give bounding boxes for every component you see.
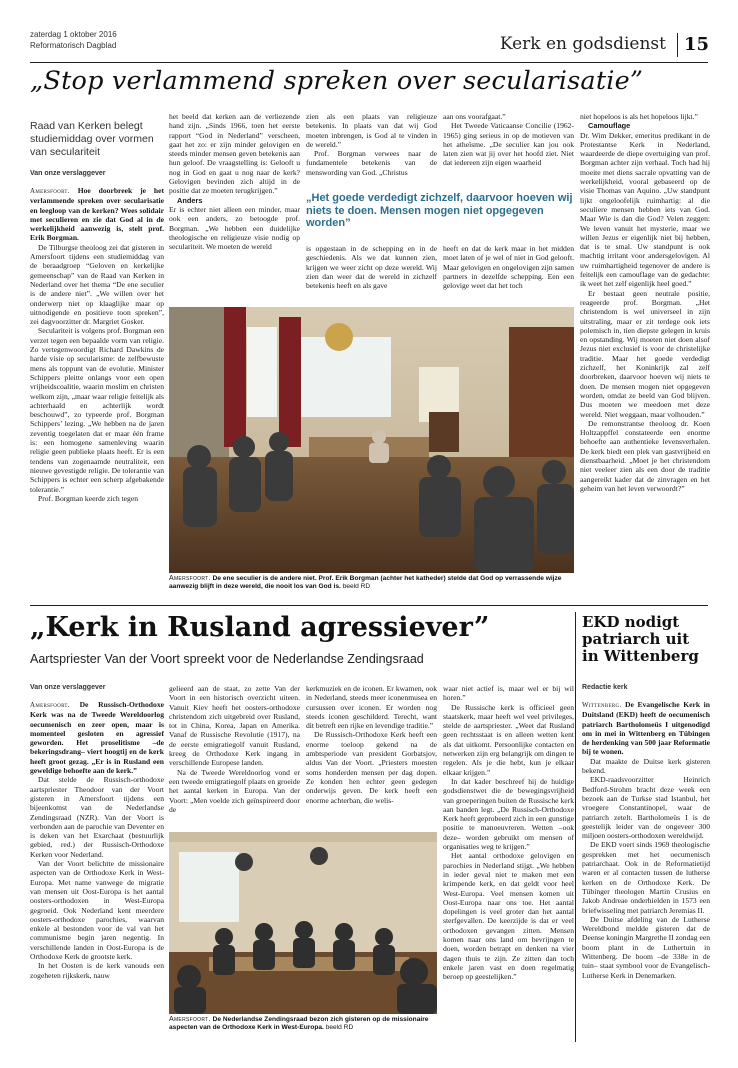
article2-headline: „Kerk in Rusland agressiever” — [30, 612, 490, 643]
article1-paragraph: Prof. Borgman keerde zich tegen — [38, 493, 139, 503]
article1-caption: Amersfoort. De ene seculier is de andere niet. Prof. Erik Borgman (achter het katheder) stelde dat God op verrassende wijze aanwezig blijft in deze wereld, die nooit los van God is. beeld RD — [169, 575, 562, 591]
article1-paragraph: is opgestaan in de schepping en in de geschiedenis. Als we dat kunnen zien, krijgen we weer zicht op deze wereld. Wij zien dan weer dat de wereld in zichzelf betekenis heeft en als gave — [306, 244, 437, 291]
article2-paragraph: Het aantal orthodoxe gelovigen en parochies in Nederland stijgt. „We hebben in ieder geval niet te maken met een krimpende kerk, en dat geldt voor heel West-Europa. Veel mensen komen uit Oost-Europa naar ons toe. Het aantal dopelingen is veel groter dan het aantal sterfgevallen. De keerzijde is dat er veel orthodoxen gevangen zitten. Mensen komen naar ons land om bevrijngen te doen, worden betrapt en denken na vier dagen thuis te zijn. Ze zitten dan toch enkele jaren vast en doen regelmatig beroep op geestelijken.” — [443, 851, 574, 982]
sidebar-divider — [575, 612, 576, 1042]
article1-column-1 — [30, 186, 164, 596]
article2-paragraph: gelieerd aan de staat, zo zette Van der Voort in een historisch overzicht uiteen. Vanuit Kiev heeft het oosters-orthodoxe christendom zich uitgebreid over Rusland, tot in China, Korea, Japan en Amerika. Vanaf de Russische Revolutie (1917), na de eerste emigratiegolf vanuit Rusland, kreeg de Orthodoxe Kerk ingang in verschillende Europese landen. — [169, 684, 300, 768]
article1-photo — [169, 307, 574, 573]
article1-column-4 — [443, 112, 574, 186]
article2-caption: Amersfoort. De Nederlandse Zendingsraad bezon zich gisteren op de missionaire aspecten van de Orthodoxe Kerk in West-Europa. beeld RD — [169, 1016, 429, 1032]
meeting-room-image — [169, 307, 574, 573]
article2-photo — [169, 832, 437, 1014]
article1-paragraph: heeft en dat de kerk maar in het midden moet laten of je wel of niet in God gelooft. Maar gelovigen en ongelovigen zijn samen partners in dezelfde schepping. Een een gelovige weet dat het toch — [443, 244, 574, 291]
article3-paragraph: De Duitse afdeling van de Lutherse Wereldbond meldde gisteren dat de Deense koningin Margrethe II zondag een boom plant in de Luthertuin in Wittenberg. De boom –de 338e in de tuin– staat symbool voor de Evangelisch-Lutherse Kerk in Denemarken. — [582, 914, 710, 980]
article2-column-4 — [443, 684, 574, 1040]
article1-intro: Raad van Kerken belegt studiemiddag over vormen van seculariteit — [30, 120, 154, 158]
article2-byline: Van onze verslaggever — [30, 684, 106, 691]
article2-column-1: Amersfoort. De Russisch-Orthodoxe Kerk was na de Tweede Wereldoorlog oecumenisch en zeer open, maar is momenteel gesloten en agressief geworden. Het proselitisme –de bekeringsdrang– viert hoogtij en de kerk heeft groot gezag. „Er is in Rusland een geweldige behoefte aan de kerk.” Dat stelde de Russisch-orthodoxe aartspriester Theodoor van der Voort gisteren in Amersfoort tijdens een bijeenkomst van de Nederlandse Zendingsraad (NZR). Van der Voort is verbonden aan de parochie van Deventer en is deken van het Exarchaat (bestuurlijk gebied, red.) der Russisch-Orthodoxe Kerken voor Nederland. Van der Voort belichtte de missionaire aspecten van de Orthodoxe Kerk in West-Europa. Met name vanwege de migratie van mensen uit Oost-Europa is het aantal oosters-orthodoxen in West-Europa gegroeid. Ook Nederland kent meerdere oosters-orthodoxe parochies, waarvan enkele al bestonden voor de val van het communisme begin jaren negentig. In verschillende landen in Oost-Europa is de Orthodoxe Kerk de grootste kerk. In het Oosten is de kerk vanouds een zogeheten rijkskerk, nauw — [30, 700, 164, 980]
section-title: Kerk en godsdienst — [499, 34, 666, 54]
article1-headline: „Stop verlammend spreken over secularisatie” — [30, 66, 644, 96]
article2-paragraph: Dat stelde de Russisch-orthodoxe aartspriester Theodoor van der Voort gisteren in Amersfoort tijdens een bijeenkomst van de Nederlandse Zendingsraad (NZR). Van der Voort is verbonden aan de parochie van Deventer en is deken van het Exarchaat (bestuurlijk gebied, red.) der Russisch-Orthodoxe Kerken voor Nederland. — [30, 775, 164, 859]
article2-column-2 — [169, 684, 300, 829]
article3-paragraph: Dat maakte de Duitse kerk gisteren bekend. — [582, 756, 710, 776]
article1-paragraph: De remonstrantse theoloog dr. Koen Holtzappffel constateerde een enorme behoefte aan authentieke levensverhalen. De kerk biedt een plek van gastvrijheid en dienstbaarheid. „Moet je het christendom niet veeleer zien als een door de traditie aangereikt kader dat de zinvragen en het geheim van het leven verwoordt?” — [580, 418, 710, 493]
article2-paragraph: Van der Voort belichtte de missionaire aspecten van de Orthodoxe Kerk in West-Europa. Met name vanwege de migratie van mensen uit Oost-Europa is het aantal oosters-orthodoxen in West-Europa gegroeid. Ook Nederland kent meerdere oosters-orthodoxe parochies, waarvan enkele al bestonden voor de val van het communisme begin jaren negentig. In verschillende landen in Oost-Europa is de Orthodoxe Kerk de grootste kerk. — [30, 859, 164, 962]
article1-column-5 — [580, 112, 710, 598]
article2-paragraph: In het Oosten is de kerk vanouds een zogeheten rijkskerk, nauw — [30, 961, 164, 980]
article1-paragraph: De Tilburgse theoloog zei dat gisteren in Amersfoort tijdens een studiemiddag van de beraadgroep “Geloven en kerkelijke gemeenschap” van de Raad van Kerken in Nederland over het thema “De ene seculier is de andere niet”. „We willen over het onderwerp niet op klaaglijke maar op uitnodigende en positieve toon spreken”, zei dagvoorzitter dr. Margriet Gosker. — [30, 242, 164, 327]
zendingsraad-meeting-image — [169, 832, 437, 1014]
photo-credit: beeld RD — [325, 1024, 354, 1032]
header-divider — [677, 33, 678, 57]
header-paper: Reformatorisch Dagblad — [30, 41, 117, 50]
article3-body: Wittenberg. De Evangelische Kerk in Duitsland (EKD) heeft de oecumenisch patriarch Bartholomeüs I uitgenodigd om in mei in Wittenberg en Tübingen de herdenking van 500 jaar Reformatie bij te wonen. Dat maakte de Duitse kerk gisteren bekend. EKD-raadsvoorzitter Heinrich Bedford-Strohm bracht deze week een bezoek aan de Turkse stad Istanbul, het vroegere Constantinopel, waar de patriarch zetelt. Bartholomeüs I is de geestelijk leider van de ongeveer 300 miljoen oosters-orthodoxen wereldwijd. De EKD voert sinds 1969 theologische gesprekken met het oecumenisch patriarchaat. Ook in de Reformatietijd waren er al contacten tussen de lutherse kerken en de Orthodoxe Kerk. De Tübinger theologen Martin Crusius en Jakob Andreae onderhielden in 1573 een briefwisseling met patriarch Jeremias II. De Duitse afdeling van de Lutherse Wereldbond meldde gisteren dat de Deense koningin Margrethe II zondag een boom plant in de Luthertuin in Wittenberg. De boom –de 338e in de tuin– staat symbool voor de Evangelisch-Lutherse Kerk in Denemarken. — [582, 700, 710, 980]
article2-paragraph: kerkmuziek en de iconen. Er kwamen, ook in Nederland, steeds meer iconenmusea en cursussen over iconen. Er worden nog steeds iconen geschilderd. Terecht, want dit betreft een rijke en levendige traditie.” — [306, 684, 437, 731]
article2-paragraph: De Russisch-Orthodoxe Kerk heeft een enorme toeloop gekend na de ambtsperiode van president Gorbatsjov, aldus Van der Voort. „Priesters moesten soms honderden mensen per dag dopen. Ze konden hen echter geen gedegen onderwijs geven. De kerk heeft een enorme achterban, die welis- — [306, 730, 437, 805]
article1-lead: Amersfoort. Hoe doorbreek je het verlammende spreken over secularisatie en leegloop van de kerken? Wees solidair met seculieren en zie dat God al in de werkelijkheid aanwezig is, stelt prof. Erik Borgman. — [30, 186, 164, 243]
pull-quote: „Het goede verdedigt zichzelf, daarvoor hoeven wij niets te doen. Mensen mogen niet opgegeven worden” — [306, 192, 573, 229]
article1-byline: Van onze verslaggever — [30, 170, 106, 177]
article2-paragraph: In dat kader beschreef hij de huidige godsdienstwet die de bewegingsvrijheid van groeperingen buiten de Russische kerk aan banden legt. „De Russisch-Orthodoxe Kerk heeft geprobeerd zich in een gunstige positie te manoeuvreren. Wetten –ook deze– worden gebruikt om mensen of organisaties weg te krijgen.” — [443, 776, 574, 852]
article3-paragraph: De EKD voert sinds 1969 theologische gesprekken met het oecumenisch patriarchaat. Ook in de Reformatietijd waren er al contacten tussen de lutherse kerken en de Orthodoxe Kerk. De Tübinger theologen Martin Crusius en Jakob Andreae onderhielden in 1573 een briefwisseling met patriarch Jeremias II. — [582, 840, 710, 915]
article3-byline: Redactie kerk — [582, 684, 628, 691]
header-rule — [30, 62, 708, 63]
article1-paragraph: Seculariteit is volgens prof. Borgman een verzet tegen een bepaalde vorm van religie. Zo vertegenwoordigt Richard Dawkins de harde visie op secularisme: de zelfbewuste mens als toppunt van de evolutie. Minister Schippers pleitte onlangs voor een open vrijheidscoalitie, waarin moslim en christen welkom zijn, „maar waar religie feitelijk als achterhaald en achterlijk wordt beschouwd”, zo typeerde prof. Borgman Schippers’ lezing. „We hebben na de jaren zeventig toegelaten dat er maar één frame is: een homogene samenleving waarin religie geen publieke plaats heeft. Er is een tendens van zogenaamde neutraliteit, een nieuwe gevestigde religie. De tolerantie van Schippers is echter een scherp afgebakende tolerantie.” — [30, 326, 164, 494]
photo-credit: beeld RD — [342, 583, 371, 591]
section-divider — [30, 605, 708, 606]
article1-paragraph: niet hopeloos is als het hopeloos lijkt.” — [580, 112, 698, 121]
article1-subhead-anders: Anders — [177, 195, 203, 205]
article1-paragraph: het beeld dat kerken aan de verliezende hand zijn. „Sinds 1966, toen het eerste rapport “God in Nederland” verscheen, gaat het zo: er zijn minder gelovigen en steeds minder mensen geven betekenis aan hun geloof. De vraagstelling is: Gelooft u nog in God en gaat u nog naar de kerk? Gelovigen bevinden zich altijd in de positie dat ze moeten terugkrijgen.” — [169, 112, 300, 196]
article1-paragraph: aan ons voorafgaat.” — [443, 112, 506, 121]
article2-subhead: Aartspriester Van der Voort spreekt voor de Nederlandse Zendingsraad — [30, 652, 424, 666]
article3-paragraph: EKD-raadsvoorzitter Heinrich Bedford-Strohm bracht deze week een bezoek aan de Turkse stad Istanbul, het vroegere Constantinopel, waar de patriarch zetelt. Bartholomeüs I is de geestelijk leider van de ongeveer 300 miljoen oosters-orthodoxen wereldwijd. — [582, 775, 710, 841]
article1-paragraph: Dr. Wim Dekker, emeritus predikant in de Protestantse Kerk in Nederland, waardeerde de diepe overtuiging van prof. Borgman achter zijn verhaal. Toch had hij moeite met diens sacrale opvatting van de werkelijkheid, vooral gebaseerd op de visie Thomas van Aquino. „Uw standpunt lijkt ongeloofelijk ruimhartig: al die seculiere mensen hebben iets van God. Maar Wie is dan die God? Velen zeggen: We leven vanuit het mysterie, maar we willen Jezus er eigenlijk niet bij hebben, dat is te smal. Uw standpunt is ook machtig irritant voor andersgelovigen. Al uw ruimhartigheid tegenover de andere is feitelijk een camouflage van de gedachte: ik weet het zelf eigenlijk heel goed.” — [580, 130, 710, 289]
article1-paragraph: Het Tweede Vaticaanse Concilie (1962-1965) ging serieus in op de motieven van het atheïsme. „De seculier kan jou ook laten zien wat jij over het hoofd ziet. Niet dat iedereen zijn eigen waarheid — [443, 121, 574, 168]
article1-column-3 — [306, 112, 437, 186]
article2-column-3 — [306, 684, 437, 829]
header-date: zaterdag 1 oktober 2016 — [30, 30, 117, 39]
article1-subhead-camouflage: Camouflage — [588, 121, 631, 131]
article1-column-2 — [169, 112, 300, 308]
article1-paragraph: zien als een plaats van religieuze betekenis. In plaats van dat wij God moeten inbrengen, is God al te vinden in de wereld.” — [306, 112, 437, 149]
page-number: 15 — [684, 34, 710, 55]
article3-headline: EKD nodigt patriarch uit in Wittenberg — [582, 613, 699, 665]
article1-column-3-continued — [306, 244, 437, 304]
article1-paragraph: Prof. Borgman verwees naar de fundamentele betekenis van de menswording van God. „Christus — [306, 149, 437, 177]
article2-paragraph: Na de Tweede Wereldoorlog vond er een tweede emigratiegolf plaats en groeide het aantal kerken in Europa. Van der Voort: „Men voelde zich geïnspireerd door de — [169, 767, 300, 814]
article2-paragraph: De Russische kerk is officieel geen staatskerk, maar heeft wel veel privileges, stelde de aartspriester. „Weet dat Rusland geen rechtsstaat is en alleen wetten kent als dat uitkomt. Persoonlijke contacten en netwerken zijn erg belangrijk om dingen te regelen. Als je die hebt, kun je elkaar elkaar krijgen.” — [443, 702, 574, 777]
article1-paragraph: Er is echter niet alleen een minder, maar ook een anders, zo betoogde prof. Borgman. „We hebben een duidelijke theologische en religieuze visie nodig op seculariteit. We moeten de wereld — [169, 204, 300, 252]
article1-column-4-continued — [443, 244, 574, 304]
article1-paragraph: Er bestaat geen neutrale positie, reageerde prof. Borgman. „Het christendom is wel universeel in zijn uitstraling, maar er zit terdege ook iets polemisch in, tien diepste gelegen in kruis en opstanding. Wij moeten niet doen alsof Jezus niet exclusief is voor de christelijke traditie. Maar het goede verdedigt zichzelf, het Koninkrijk zal zelf doorbreken, daarvoor hoeven wij niets te doen. De mensen mogen niet opgegeven worden, omdat ze beeld van God blijven. Dus moeten we meedoen met deze wereld. Niet weggaan, maar volhouden.” — [580, 288, 710, 419]
article2-paragraph: waar niet actief is, maar wel er bij wil horen.” — [443, 684, 574, 703]
